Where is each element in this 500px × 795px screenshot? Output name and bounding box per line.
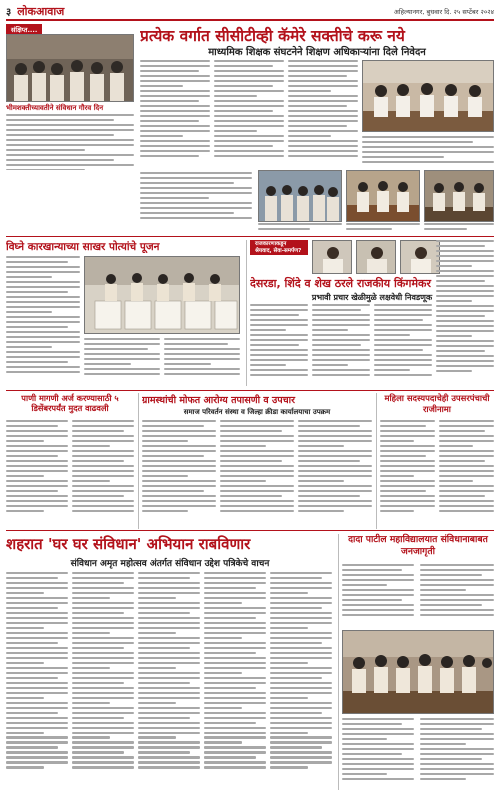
a1-photo-large <box>362 60 494 132</box>
a1-photo-group <box>258 170 342 222</box>
a8-photo <box>342 630 494 714</box>
a8-headline: दादा पाटील महाविद्यालयात संविधानाबाबत जनजागृती <box>348 534 488 557</box>
a1-subhead: माध्यमिक शिक्षक संघटनेने शिक्षण अधिकाऱ्यांना दिले निवेदन <box>208 47 426 58</box>
newspaper-brand: लोकआवाज <box>17 4 65 18</box>
a3-body-col2 <box>312 304 370 386</box>
column-divider-4 <box>338 534 339 790</box>
issue-date: अहिल्यानगर, बुधवार दि. २५ सप्टेंबर २०२४ <box>393 7 494 16</box>
a4-body-col2 <box>72 420 134 526</box>
section-rule-2 <box>6 390 494 391</box>
a1-photo-stage <box>346 170 420 222</box>
a3-portrait-1 <box>312 240 352 274</box>
a3-headline: देसरडा, शिंदे व शेख ठरले राजकीय किंगमेकर <box>250 277 431 290</box>
a8-body-col1 <box>342 564 414 626</box>
a1-caption-1 <box>258 223 342 233</box>
section-rule-1 <box>6 236 494 237</box>
a2-body-col2 <box>84 338 160 384</box>
a7-subhead: संविधान अमृत महोत्सव अंतर्गत संविधान उद्देश पत्रिकेचे वाचन <box>70 559 270 569</box>
brief1-body <box>6 114 134 170</box>
a1-caption-2 <box>346 223 420 233</box>
masthead-rule <box>6 19 494 21</box>
a3-portrait-3 <box>400 240 440 274</box>
a7-body-col2 <box>72 572 134 790</box>
a3-body-col4 <box>436 240 494 386</box>
column-divider-3 <box>376 393 377 529</box>
a5-body-col2 <box>220 420 294 526</box>
a7-body-col1 <box>6 572 68 790</box>
a5-subhead: समाज परिवर्तन संस्था व जिल्हा क्रीडा कार्यालयाचा उपक्रम <box>183 408 331 416</box>
a6-headline: महिला सदस्यपदाचेही उपसरपंचाची राजीनामा <box>384 393 490 414</box>
a1-caption-3 <box>424 223 494 233</box>
section-rule-3 <box>6 530 494 531</box>
column-divider-1 <box>246 240 247 386</box>
a2-body-col3 <box>164 338 240 384</box>
brief-photo <box>6 34 134 102</box>
a3-subhead: प्रभावी प्रचार खेळीमुळे लक्षवेधी निवडणूक <box>311 293 433 302</box>
a3-tag: राजकारणाकडून श्रेयवाद, सेवा-समर्पण? <box>250 240 308 255</box>
a7-body-col4 <box>204 572 266 790</box>
a1-body-col5 <box>362 136 494 168</box>
a1-body-col2 <box>214 60 284 168</box>
a3-body-col1 <box>250 304 308 386</box>
a7-headline: शहरात 'घर घर संविधान' अभियान राबविणार <box>6 535 251 553</box>
a1-body-col1 <box>140 60 210 168</box>
a7-body-col5 <box>270 572 332 790</box>
a8-body-col3 <box>342 718 414 790</box>
a4-body-col1 <box>6 420 68 526</box>
page-number: ३ <box>6 7 12 18</box>
column-divider-2 <box>138 393 139 529</box>
a1-body-col4 <box>140 172 252 228</box>
masthead <box>6 4 494 18</box>
a5-body-col1 <box>142 420 216 526</box>
a8-body-col2 <box>420 564 494 626</box>
a5-body-col3 <box>298 420 372 526</box>
a1-photo-meeting <box>424 170 494 222</box>
brief1-title: भीमशक्तीच्यावतीने संविधान गौरव दिन <box>6 104 104 112</box>
a1-body-col3 <box>288 60 358 168</box>
a4-headline: पाणी मागणी अर्ज करण्यासाठी ५ डिसेंबरपर्यंत मुदत वाढवली <box>21 393 119 414</box>
a3-portrait-2 <box>356 240 396 274</box>
a8-body-col4 <box>420 718 494 790</box>
a1-headline: प्रत्येक वर्गात सीसीटीव्ही कॅमेरे सक्तीचे करू नये <box>140 27 405 45</box>
a2-body-col1 <box>6 256 80 384</box>
a2-headline: विघ्ने कारखान्याच्या साखर पोत्यांचे पूजन <box>6 241 160 253</box>
a5-headline: ग्रामस्थांची मोफत आरोग्य तपासणी व उपचार <box>142 395 295 406</box>
a3-body-col3 <box>374 304 432 386</box>
a6-body-col2 <box>439 420 494 526</box>
a6-body-col1 <box>380 420 435 526</box>
section-label: संक्षिप्त.... <box>6 24 42 35</box>
a2-photo <box>84 256 240 334</box>
a7-body-col3 <box>138 572 200 790</box>
